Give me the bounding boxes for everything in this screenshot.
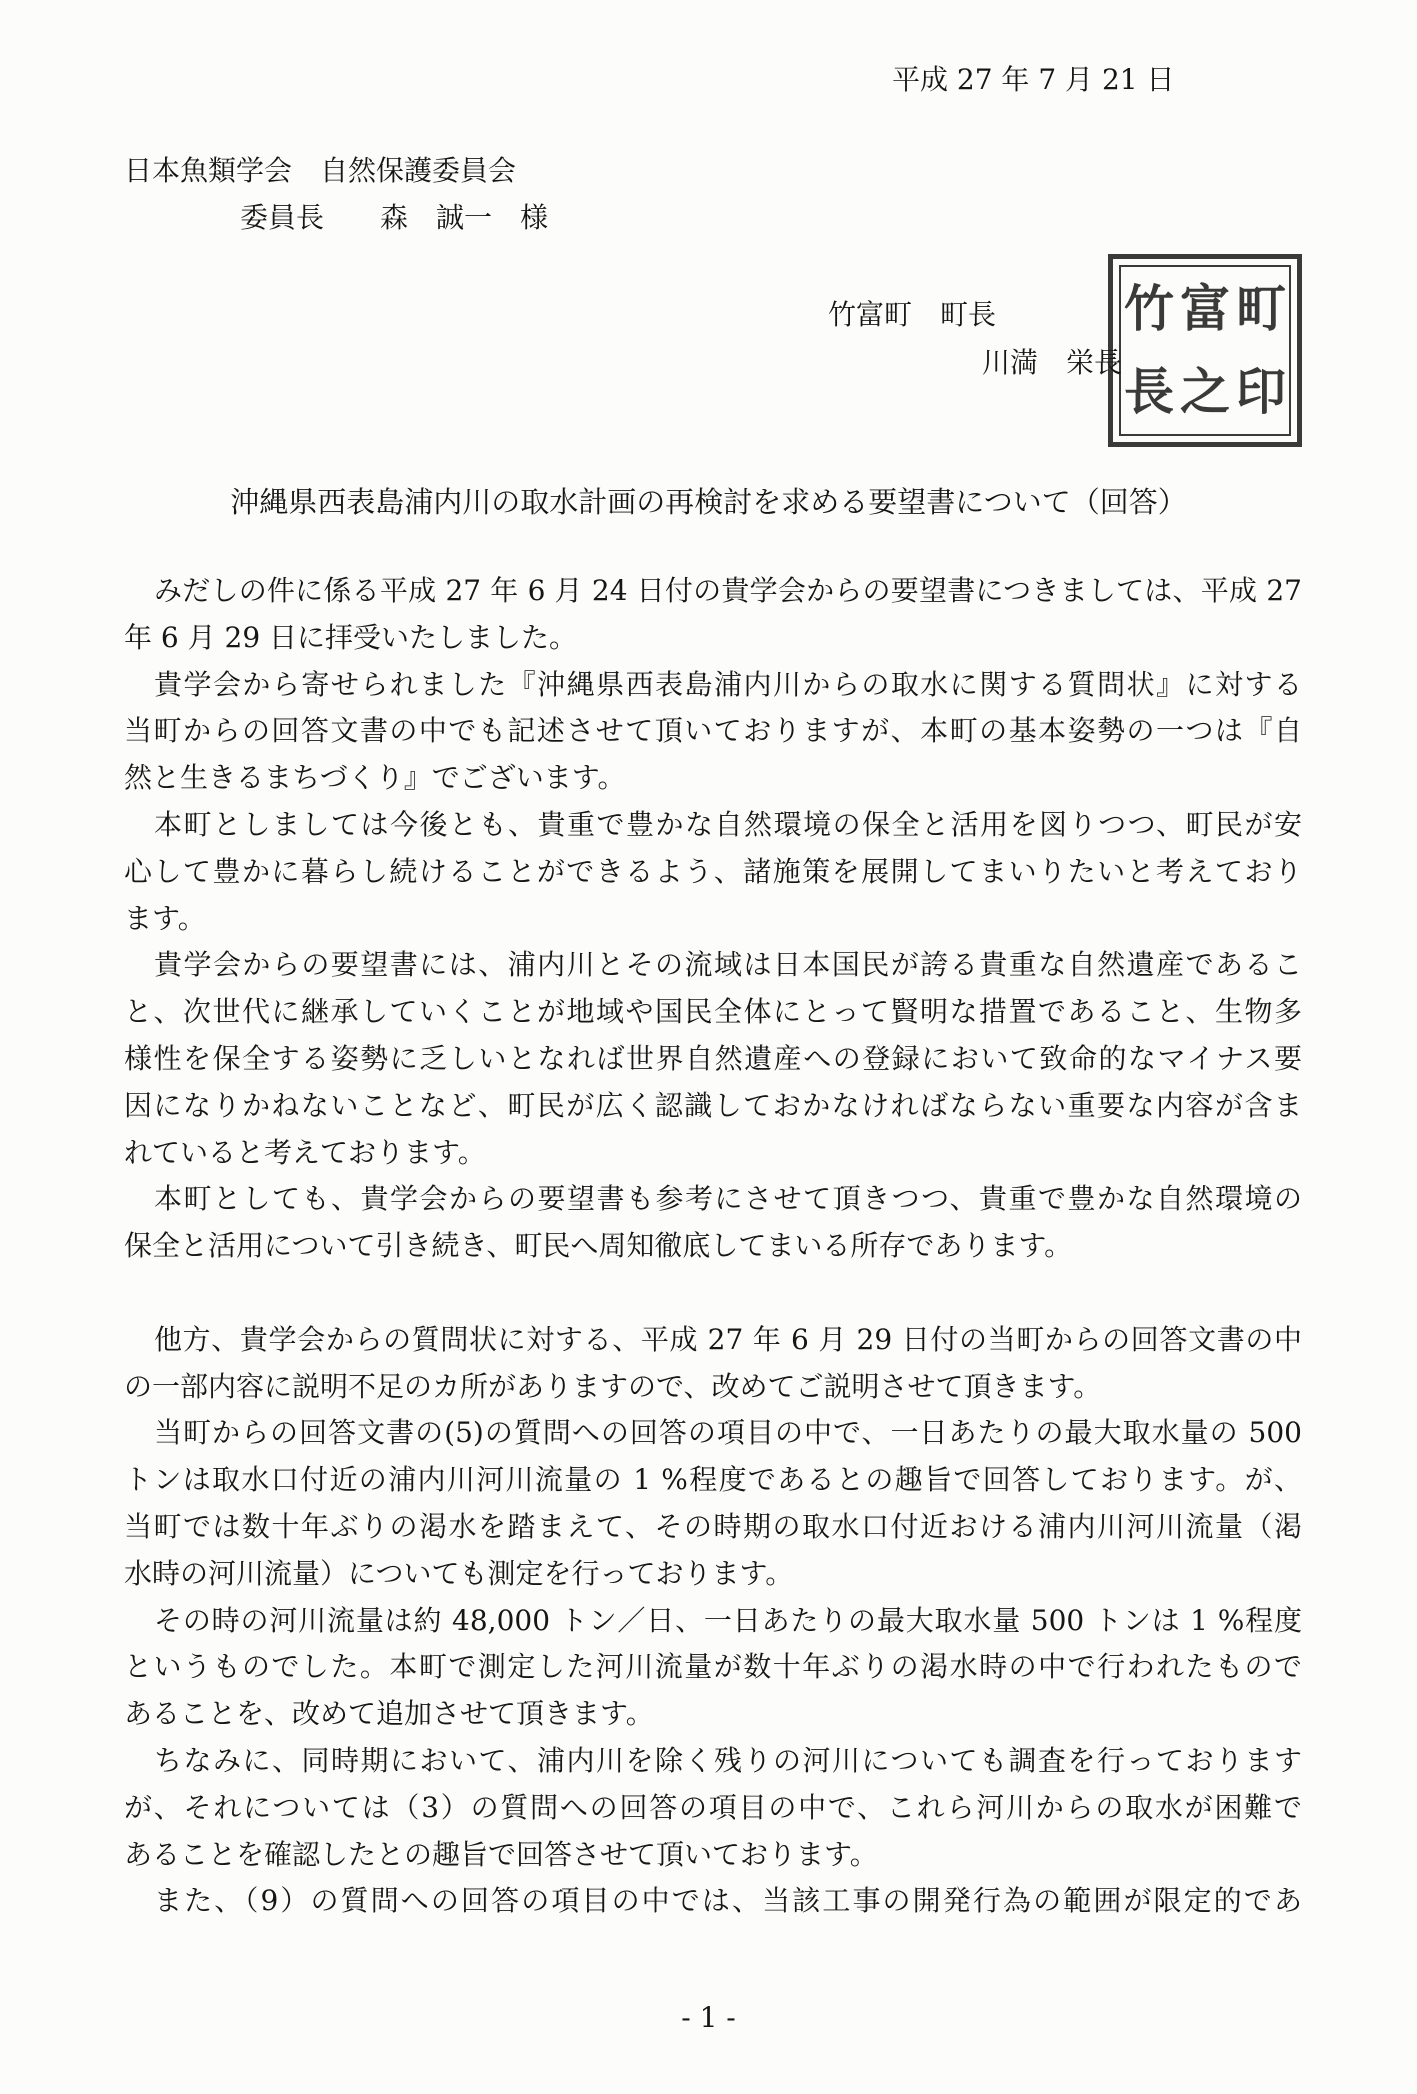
body-line: 年 6 月 29 日に拝受いたしました。 <box>124 620 578 654</box>
body-line: 当町からの回答文書の中でも記述させて頂いておりますが、本町の基本姿勢の一つは『自 <box>124 714 1302 748</box>
seal-character: 富 <box>1180 278 1230 338</box>
paragraph <box>124 662 1302 802</box>
seal-character: 竹 <box>1124 278 1174 338</box>
body-line: れていると考えております。 <box>124 1135 486 1169</box>
paragraph <box>124 1738 1302 1878</box>
seal-character: 長 <box>1124 362 1174 422</box>
body-line: 他方、貴学会からの質問状に対する、平成 27 年 6 月 29 日付の当町からの回答文書の中 <box>154 1322 1302 1356</box>
body-line: また、（9）の質問への回答の項目の中では、当該工事の開発行為の範囲が限定的であ <box>154 1884 1302 1918</box>
paragraph <box>124 1317 1302 1411</box>
body-line: というものでした。本町で測定した河川流量が数十年ぶりの渇水時の中で行われたもので <box>124 1650 1302 1684</box>
seal-character: 町 <box>1236 278 1286 338</box>
paragraph <box>124 1878 1302 1925</box>
page-number: - 1 - <box>681 2001 736 2034</box>
body-line: 当町では数十年ぶりの渇水を踏まえて、その時期の取水口付近おける浦内川河川流量（渇 <box>124 1509 1302 1543</box>
body-line: トンは取水口付近の浦内川河川流量の 1 %程度であるとの趣旨で回答しております。が、 <box>124 1463 1302 1497</box>
body-line: ちなみに、同時期において、浦内川を除く残りの河川についても調査を行っております <box>154 1743 1302 1777</box>
body-line: 本町としましては今後とも、貴重で豊かな自然環境の保全と活用を図りつつ、町民が安 <box>154 807 1302 841</box>
seal-character: 之 <box>1180 362 1230 422</box>
official-seal-stamp <box>1108 254 1302 447</box>
body-line: の一部内容に説明不足のカ所がありますので、改めてご説明させて頂きます。 <box>124 1369 1102 1403</box>
body-line: 貴学会からの要望書には、浦内川とその流域は日本国民が誇る貴重な自然遺産であるこ <box>154 948 1302 982</box>
body-line: あることを、改めて追加させて頂きます。 <box>124 1697 654 1731</box>
letter-date: 平成 27 年 7 月 21 日 <box>892 63 1175 96</box>
paragraph <box>124 1176 1302 1270</box>
seal-character: 印 <box>1236 362 1286 422</box>
seal-inner-frame <box>1119 265 1291 436</box>
body-line: 本町としても、貴学会からの要望書も参考にさせて頂きつつ、貴重で豊かな自然環境の <box>154 1182 1302 1216</box>
body-line: 保全と活用について引き続き、町民へ周知徹底してまいる所存であります。 <box>124 1229 1073 1263</box>
body-line: あることを確認したとの趣旨で回答させて頂いております。 <box>124 1837 878 1871</box>
body-line: 因になりかねないことなど、町民が広く認識しておかなければならない重要な内容が含ま <box>124 1088 1302 1122</box>
blank-line <box>124 1270 1302 1317</box>
body-line: と、次世代に継承していくことが地域や国民全体にとって賢明な措置であること、生物多 <box>124 995 1302 1029</box>
addressee-organization: 日本魚類学会 自然保護委員会 <box>124 154 517 187</box>
paragraph <box>124 1410 1302 1597</box>
body-line: 水時の河川流量）についても測定を行っております。 <box>124 1556 794 1590</box>
paragraph <box>124 942 1302 1176</box>
letter-body <box>124 568 1302 1925</box>
body-line: 貴学会から寄せられました『沖縄県西表島浦内川からの取水に関する質問状』に対する <box>154 667 1302 701</box>
body-line: が、それについては（3）の質問への回答の項目の中で、これら河川からの取水が困難で <box>124 1790 1302 1824</box>
body-line: 当町からの回答文書の(5)の質問への回答の項目の中で、一日あたりの最大取水量の 500 <box>154 1416 1302 1450</box>
body-line: 心して豊かに暮らし続けることができるよう、諸施策を展開してまいりたいと考えており <box>124 854 1302 888</box>
paragraph <box>124 802 1302 942</box>
addressee-recipient: 委員長 森 誠一 様 <box>240 201 549 234</box>
body-line: 様性を保全する姿勢に乏しいとなれば世界自然遺産への登録において致命的なマイナス要 <box>124 1041 1302 1075</box>
body-line: ます。 <box>124 901 206 935</box>
body-line: みだしの件に係る平成 27 年 6 月 24 日付の貴学会からの要望書につきましては、平成 27 <box>154 574 1302 607</box>
sender-name: 川満 栄長 <box>982 346 1123 379</box>
body-line: 然と生きるまちづくり』でございます。 <box>124 761 626 795</box>
sender-position: 竹富町 町長 <box>828 298 997 331</box>
paragraph <box>124 1598 1302 1738</box>
paragraph <box>124 568 1302 662</box>
body-line: その時の河川流量は約 48,000 トン／日、一日あたりの最大取水量 500 トンは 1 %程度 <box>154 1603 1302 1637</box>
subject-title: 沖縄県西表島浦内川の取水計画の再検討を求める要望書について（回答） <box>230 485 1187 519</box>
